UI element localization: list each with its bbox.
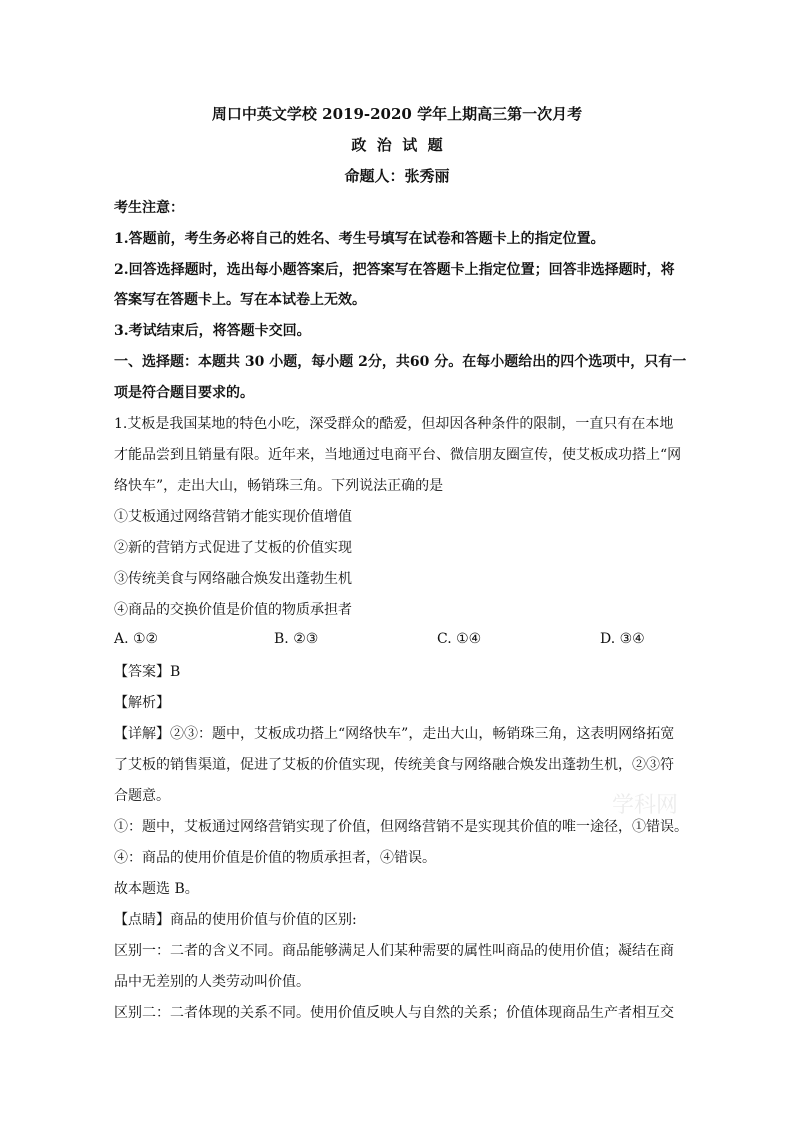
question-stem-line: 1.艾板是我国某地的特色小吃，深受群众的酷爱，但却因各种条件的限制，一直只有在本地 (114, 416, 674, 432)
notice-item-1: 1.答题前，考生务必将自己的姓名、考生号填写在试卷和答题卡上的指定位置。 (114, 231, 605, 247)
analysis-heading: 【解析】 (114, 695, 170, 711)
detail-line: 合题意。 (114, 788, 170, 804)
tip-line: 区别二：二者体现的关系不同。使用价值反映人与自然的关系；价值体现商品生产者相互交 (114, 1005, 674, 1021)
notice-heading: 考生注意： (114, 200, 184, 216)
question-stem-line: 络快车”，走出大山，畅销珠三角。下列说法正确的是 (114, 478, 444, 494)
option-c: C. ①④ (437, 631, 482, 647)
option-d: D. ③④ (600, 631, 645, 647)
statement-4: ④商品的交换价值是价值的物质承担者 (114, 602, 352, 618)
option-b: B. ②③ (274, 631, 319, 647)
detail-line: 了艾板的销售渠道，促进了艾板的价值实现，传统美食与网络融合焕发出蓬勃生机，②③符 (114, 757, 674, 773)
subject-title: 政 治 试 题 (351, 136, 443, 154)
question-stem-line: 才能品尝到且销量有限。近年来，当地通过电商平台、微信朋友圈宣传，使艾板成功搭上“网 (114, 447, 682, 463)
notice-item-3: 3.考试结束后，将答题卡交回。 (114, 323, 311, 339)
author-line: 命题人：张秀丽 (344, 167, 450, 185)
option-a: A. ①② (114, 631, 159, 647)
tip-line: 【点睛】商品的使用价值与价值的区别: (114, 912, 357, 928)
exam-title: 周口中英文学校 2019-2020 学年上期高三第一次月考 (211, 105, 583, 123)
watermark: 学科网 (612, 793, 679, 818)
detail-line: 【详解】②③：题中，艾板成功搭上“网络快车”，走出大山，畅销珠三角，这表明网络拓宽 (114, 726, 675, 742)
statement-1: ①艾板通过网络营销才能实现价值增值 (114, 509, 352, 525)
detail-line: 故本题选 B。 (114, 881, 199, 897)
detail-line: ④：商品的使用价值是价值的物质承担者，④错误。 (114, 850, 436, 866)
answer-line: 【答案】B (114, 664, 181, 680)
section-heading: 一、选择题：本题共 30 小题，每小题 2分，共60 分。在每小题给出的四个选项中，只有一 (114, 354, 687, 370)
notice-item-2: 2.回答选择题时，选出每小题答案后，把答案写在答题卡上指定位置；回答非选择题时，将 (114, 262, 675, 278)
statement-3: ③传统美食与网络融合焕发出蓬勃生机 (114, 571, 352, 587)
tip-line: 品中无差别的人类劳动叫价值。 (114, 974, 310, 990)
section-heading-cont: 项是符合题目要求的。 (114, 385, 254, 401)
notice-item-2-cont: 答案写在答题卡上。写在本试卷上无效。 (114, 292, 366, 308)
tip-line: 区别一：二者的含义不同。商品能够满足人们某种需要的属性叫商品的使用价值；凝结在商 (114, 943, 674, 959)
detail-line: ①：题中，艾板通过网络营销实现了价值，但网络营销不是实现其价值的唯一途径，①错误。 (114, 819, 688, 835)
statement-2: ②新的营销方式促进了艾板的价值实现 (114, 540, 352, 556)
